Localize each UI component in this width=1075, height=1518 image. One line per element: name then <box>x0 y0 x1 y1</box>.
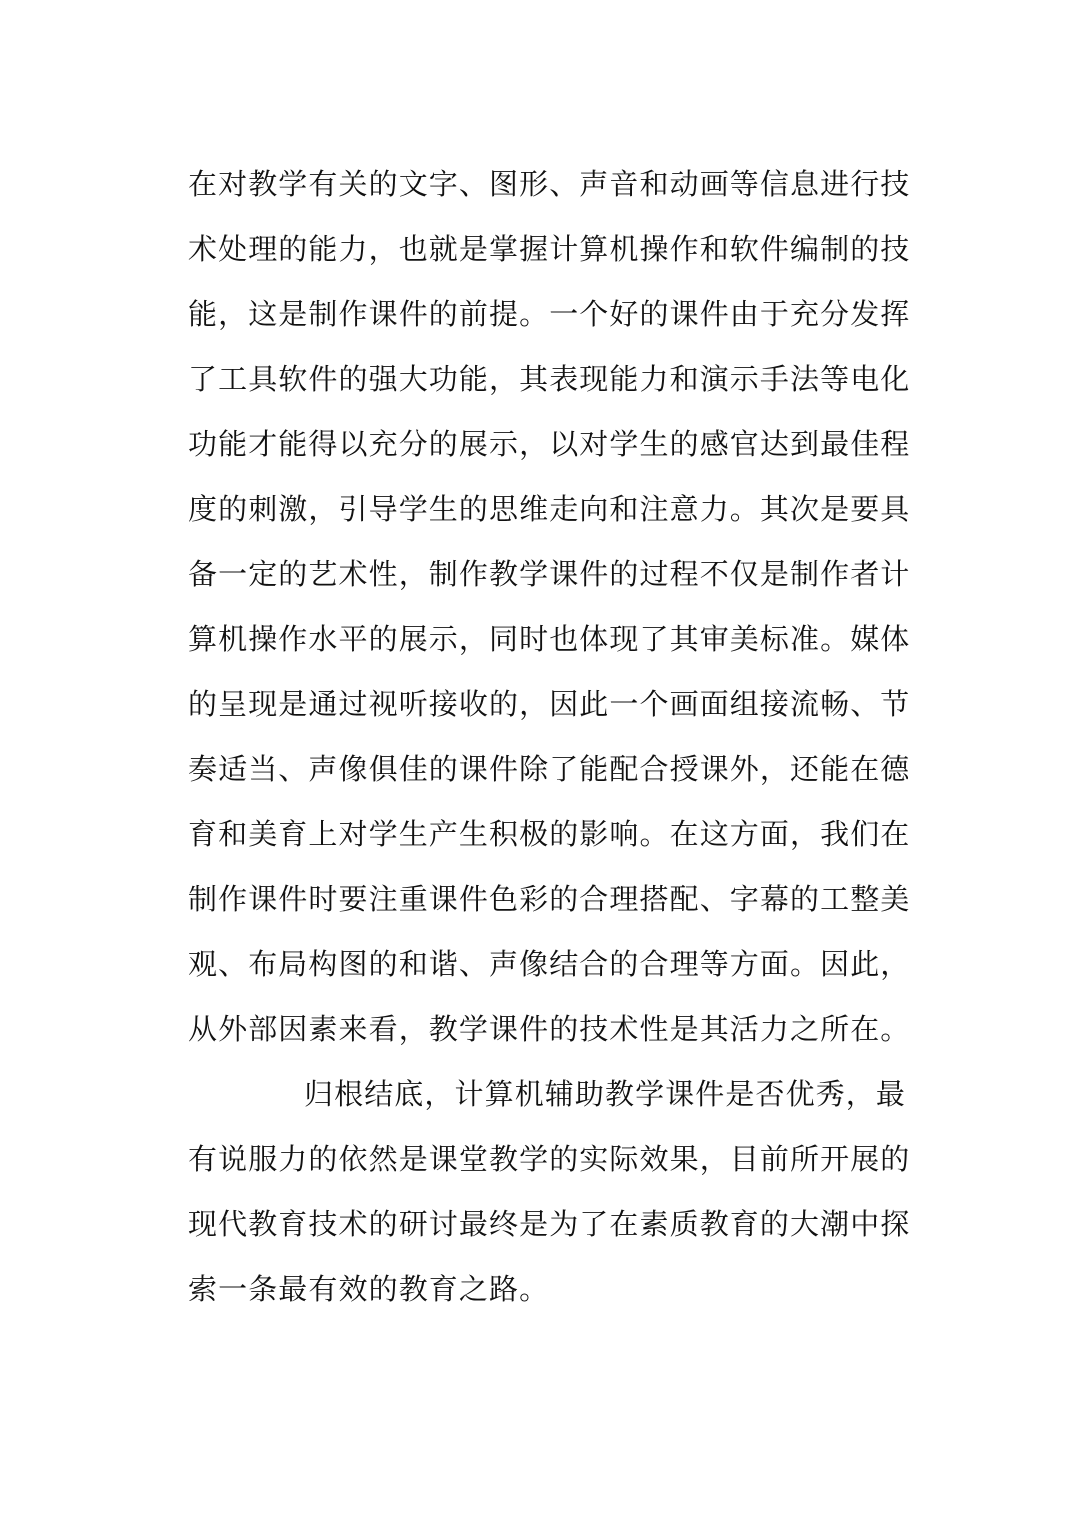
paragraph-1 <box>188 152 911 1062</box>
text-line: 了工具软件的强大功能，其表现能力和演示手法等电化 <box>188 362 911 396</box>
text-line: 度的刺激，引导学生的思维走向和注意力。其次是要具 <box>188 492 911 526</box>
text-line: 归根结底，计算机辅助教学课件是否优秀，最 <box>304 1077 907 1111</box>
text-line: 有说服力的依然是课堂教学的实际效果，目前所开展的 <box>188 1142 911 1176</box>
text-line: 索一条最有效的教育之路。 <box>188 1272 550 1306</box>
text-line: 的呈现是通过视听接收的，因此一个画面组接流畅、节 <box>188 687 911 721</box>
text-line: 在对教学有关的文字、图形、声音和动画等信息进行技 <box>188 167 911 201</box>
text-line: 能，这是制作课件的前提。一个好的课件由于充分发挥 <box>188 297 911 331</box>
text-line: 育和美育上对学生产生积极的影响。在这方面，我们在 <box>188 817 911 851</box>
text-line: 备一定的艺术性，制作教学课件的过程不仅是制作者计 <box>188 557 911 591</box>
text-line: 术处理的能力，也就是掌握计算机操作和软件编制的技 <box>188 232 911 266</box>
text-line: 算机操作水平的展示，同时也体现了其审美标准。媒体 <box>188 622 911 656</box>
text-line: 现代教育技术的研讨最终是为了在素质教育的大潮中探 <box>188 1207 911 1241</box>
text-line: 从外部因素来看，教学课件的技术性是其活力之所在。 <box>188 1012 911 1046</box>
text-line: 奏适当、声像俱佳的课件除了能配合授课外，还能在德 <box>188 752 911 786</box>
body-text <box>188 152 911 1322</box>
text-line: 功能才能得以充分的展示，以对学生的感官达到最佳程 <box>188 427 911 461</box>
text-line: 观、布局构图的和谐、声像结合的合理等方面。因此， <box>188 947 911 981</box>
text-line: 制作课件时要注重课件色彩的合理搭配、字幕的工整美 <box>188 882 911 916</box>
paragraph-2 <box>188 1062 911 1322</box>
